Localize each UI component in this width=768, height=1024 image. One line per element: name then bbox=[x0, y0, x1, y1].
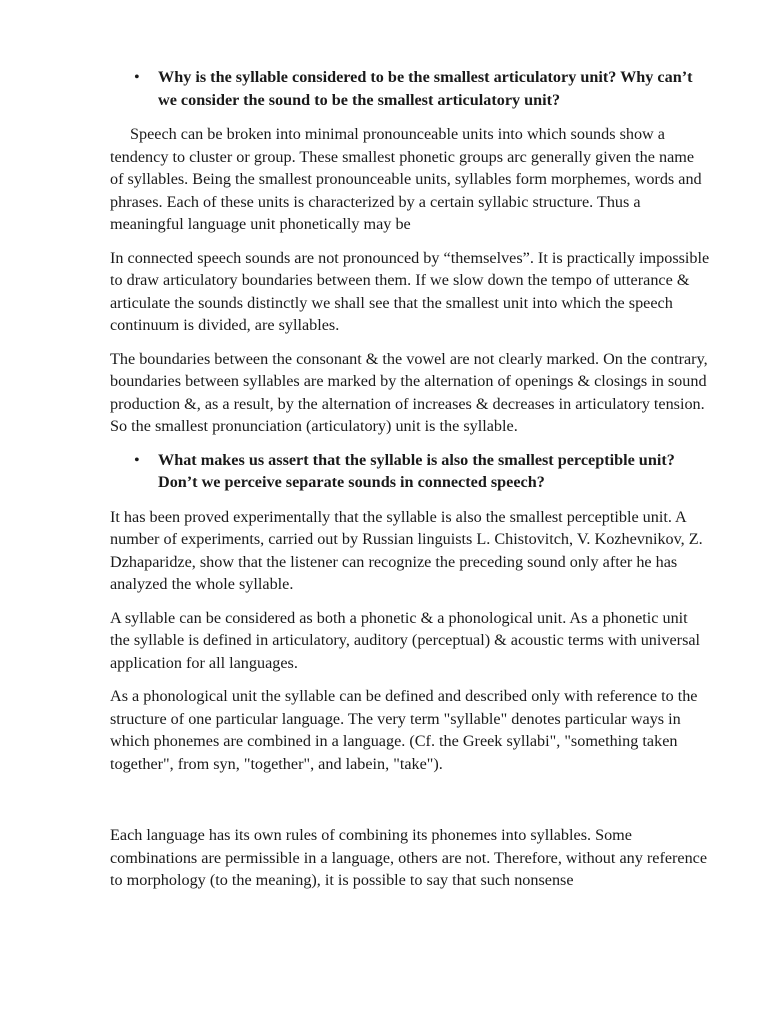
bullet-question-articulatory bbox=[110, 66, 710, 111]
bullet-question-text: What makes us assert that the syllable is also the smallest perceptible unit? Don’t we perceive separate sounds in connected speech? bbox=[158, 450, 675, 491]
paragraph-phonetic-unit: A syllable can be considered as both a phonetic & a phonological unit. As a phonetic unit the syllable is defined in articulatory, auditory (perceptual) & acoustic terms with universal application for all languages. bbox=[110, 608, 701, 672]
paragraph-speech-units: Speech can be broken into minimal pronounceable units into which sounds show a tendency to cluster or group. These smallest phonetic groups arc generally given the name of syllables. Being the smallest pronounceable units, syllables form morphemes, words and phrases. Each of these units is characterized by a certain syllabic structure. Thus a meaningful language unit phonetically may be bbox=[110, 125, 702, 233]
bullet-question-perceptible bbox=[110, 449, 710, 494]
bullet-dot-icon: • bbox=[134, 450, 140, 469]
paragraph-boundaries: The boundaries between the consonant & the vowel are not clearly marked. On the contrary, boundaries between syllables are marked by the alternation of openings & closings in sound production &, as a result, by the alternation of increases & decreases in articulatory tension. So the smallest pronunciation (articulatory) unit is the syllable. bbox=[110, 349, 708, 435]
bullet-question-text: Why is the syllable considered to be the smallest articulatory unit? Why can’t we consider the sound to be the smallest articulatory unit? bbox=[158, 68, 693, 109]
paragraph-spacer bbox=[110, 786, 710, 824]
bullet-dot-icon: • bbox=[134, 68, 140, 86]
paragraph-experiments: It has been proved experimentally that the syllable is also the smallest perceptible unit. A number of experiments, carried out by Russian linguists L. Chistovitch, V. Kozhevnikov, Z. Dzhaparidze, show that the listener can recognize the preceding sound only after he has analyzed the whole syllable. bbox=[110, 507, 703, 593]
paragraph-combining-rules: Each language has its own rules of combining its phonemes into syllables. Some combinations are permissible in a language, others are not. Therefore, without any reference to morphology (to the meaning), it is possible to say that such nonsense bbox=[110, 826, 708, 889]
paragraph-connected-speech: In connected speech sounds are not pronounced by “themselves”. It is practically impossible to draw articulatory boundaries between them. If we slow down the tempo of utterance & articulate the sounds distinctly we shall see that the smallest unit into which the speech continuum is divided, are syllables. bbox=[110, 248, 710, 334]
paragraph-phonological-unit: As a phonological unit the syllable can be defined and described only with reference to the structure of one particular language. The very term "syllable" denotes particular ways in which phonemes are combined in a language. (Cf. the Greek syllabi", "something taken together", from syn, "together", and labein, "take"). bbox=[110, 687, 698, 773]
document-page bbox=[110, 66, 710, 903]
